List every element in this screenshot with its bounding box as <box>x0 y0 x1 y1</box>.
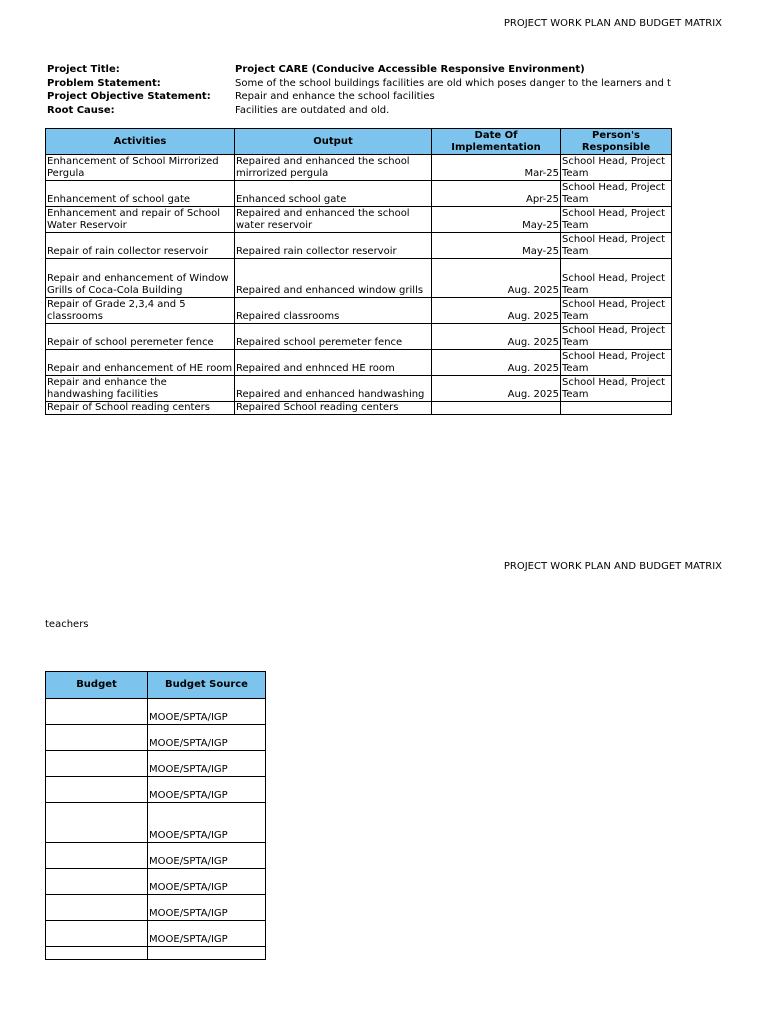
activity-cell: Enhancement of school gate <box>46 181 235 207</box>
table-row <box>46 843 266 869</box>
budget-source-cell: MOOE/SPTA/IGP <box>148 699 266 725</box>
table-row <box>46 699 266 725</box>
table-row <box>46 947 266 960</box>
table-row <box>46 207 672 233</box>
activity-cell: Enhancement and repair of School Water Reservoir <box>46 207 235 233</box>
budget-source-cell: MOOE/SPTA/IGP <box>148 777 266 803</box>
budget-cell <box>46 895 148 921</box>
budget-cell <box>46 725 148 751</box>
persons-cell: School Head, Project Team <box>561 298 672 324</box>
budget-source-cell: MOOE/SPTA/IGP <box>148 921 266 947</box>
table-header-row <box>46 672 266 699</box>
info-value: Repair and enhance the school facilities <box>235 91 435 102</box>
date-cell: May-25 <box>432 207 561 233</box>
output-cell: Repaired and enhanced the school mirrorized pergula <box>235 155 432 181</box>
persons-cell: School Head, Project Team <box>561 155 672 181</box>
column-header-budget: Budget <box>46 672 148 699</box>
info-value: Facilities are outdated and old. <box>235 104 390 116</box>
output-cell: Repaired and enhanced window grills <box>235 259 432 298</box>
column-header-output: Output <box>235 129 432 155</box>
work-plan-table <box>45 128 672 415</box>
persons-cell <box>561 402 672 415</box>
activity-cell: Repair and enhancement of HE room <box>46 350 235 376</box>
date-cell: Mar-25 <box>432 155 561 181</box>
objective-statement-row <box>47 90 671 104</box>
column-header-persons: Person's Responsible <box>561 129 672 155</box>
activity-cell: Repair of rain collector reservoir <box>46 233 235 259</box>
output-cell: Repaired School reading centers <box>235 402 432 415</box>
date-cell: Aug. 2025 <box>432 259 561 298</box>
table-row <box>46 751 266 777</box>
project-title-row <box>47 63 671 77</box>
output-cell: Repaired and enhnced HE room <box>235 350 432 376</box>
date-cell: Aug. 2025 <box>432 298 561 324</box>
budget-cell <box>46 869 148 895</box>
date-cell: Aug. 2025 <box>432 376 561 402</box>
info-label: Project Objective Statement: <box>47 91 211 102</box>
table-row <box>46 233 672 259</box>
date-cell <box>432 402 561 415</box>
activity-cell: Enhancement of School Mirrorized Pergula <box>46 155 235 181</box>
table-row <box>46 402 672 415</box>
output-cell: Repaired rain collector reservoir <box>235 233 432 259</box>
output-cell: Repaired and enhanced handwashing <box>235 376 432 402</box>
info-value: Project CARE (Conducive Accessible Responsive Environment) <box>235 64 585 75</box>
activity-cell: Repair of Grade 2,3,4 and 5 classrooms <box>46 298 235 324</box>
table-row <box>46 155 672 181</box>
budget-cell <box>46 699 148 725</box>
date-cell: Aug. 2025 <box>432 324 561 350</box>
budget-source-cell: MOOE/SPTA/IGP <box>148 725 266 751</box>
activity-cell: Repair of school peremeter fence <box>46 324 235 350</box>
date-cell: Aug. 2025 <box>432 350 561 376</box>
table-row <box>46 324 672 350</box>
budget-cell <box>46 947 148 960</box>
persons-cell: School Head, Project Team <box>561 259 672 298</box>
column-header-date: Date Of Implementation <box>432 129 561 155</box>
persons-cell: School Head, Project Team <box>561 207 672 233</box>
info-label: Problem Statement: <box>47 77 161 89</box>
table-row <box>46 725 266 751</box>
date-cell: May-25 <box>432 233 561 259</box>
budget-source-cell: MOOE/SPTA/IGP <box>148 895 266 921</box>
budget-table <box>45 671 266 960</box>
budget-source-cell: MOOE/SPTA/IGP <box>148 751 266 777</box>
activity-cell: Repair of School reading centers <box>46 402 235 415</box>
table-row <box>46 376 672 402</box>
table-row <box>46 259 672 298</box>
root-cause-row <box>47 104 671 118</box>
activity-cell: Repair and enhancement of Window Grills of Coca-Cola Building <box>46 259 235 298</box>
table-row <box>46 921 266 947</box>
output-cell: Enhanced school gate <box>235 181 432 207</box>
page-heading-2: PROJECT WORK PLAN AND BUDGET MATRIX <box>503 561 722 572</box>
budget-cell <box>46 777 148 803</box>
persons-cell: School Head, Project Team <box>561 233 672 259</box>
column-header-budget-source: Budget Source <box>148 672 266 699</box>
budget-cell <box>46 803 148 843</box>
output-cell: Repaired classrooms <box>235 298 432 324</box>
budget-source-cell: MOOE/SPTA/IGP <box>148 843 266 869</box>
table-row <box>46 869 266 895</box>
column-header-activities: Activities <box>46 129 235 155</box>
info-label: Root Cause: <box>47 104 115 116</box>
page-heading: PROJECT WORK PLAN AND BUDGET MATRIX <box>503 18 722 29</box>
table-row <box>46 895 266 921</box>
info-value: Some of the school buildings facilities are old which poses danger to the learners and t <box>235 77 671 89</box>
table-row <box>46 181 672 207</box>
persons-cell: School Head, Project Team <box>561 350 672 376</box>
persons-cell: School Head, Project Team <box>561 376 672 402</box>
date-cell: Apr-25 <box>432 181 561 207</box>
project-info <box>47 63 671 117</box>
output-cell: Repaired school peremeter fence <box>235 324 432 350</box>
table-header-row <box>46 129 672 155</box>
table-row <box>46 350 672 376</box>
output-cell: Repaired and enhanced the school water reservoir <box>235 207 432 233</box>
overflow-text: teachers <box>45 619 89 630</box>
budget-source-cell: MOOE/SPTA/IGP <box>148 869 266 895</box>
problem-statement-row <box>47 77 671 91</box>
persons-cell: School Head, Project Team <box>561 324 672 350</box>
info-label: Project Title: <box>47 64 120 75</box>
budget-cell <box>46 921 148 947</box>
budget-source-cell <box>148 947 266 960</box>
budget-source-cell: MOOE/SPTA/IGP <box>148 803 266 843</box>
budget-cell <box>46 751 148 777</box>
table-row <box>46 298 672 324</box>
table-row <box>46 777 266 803</box>
budget-cell <box>46 843 148 869</box>
persons-cell: School Head, Project Team <box>561 181 672 207</box>
activity-cell: Repair and enhance the handwashing facilities <box>46 376 235 402</box>
table-row <box>46 803 266 843</box>
